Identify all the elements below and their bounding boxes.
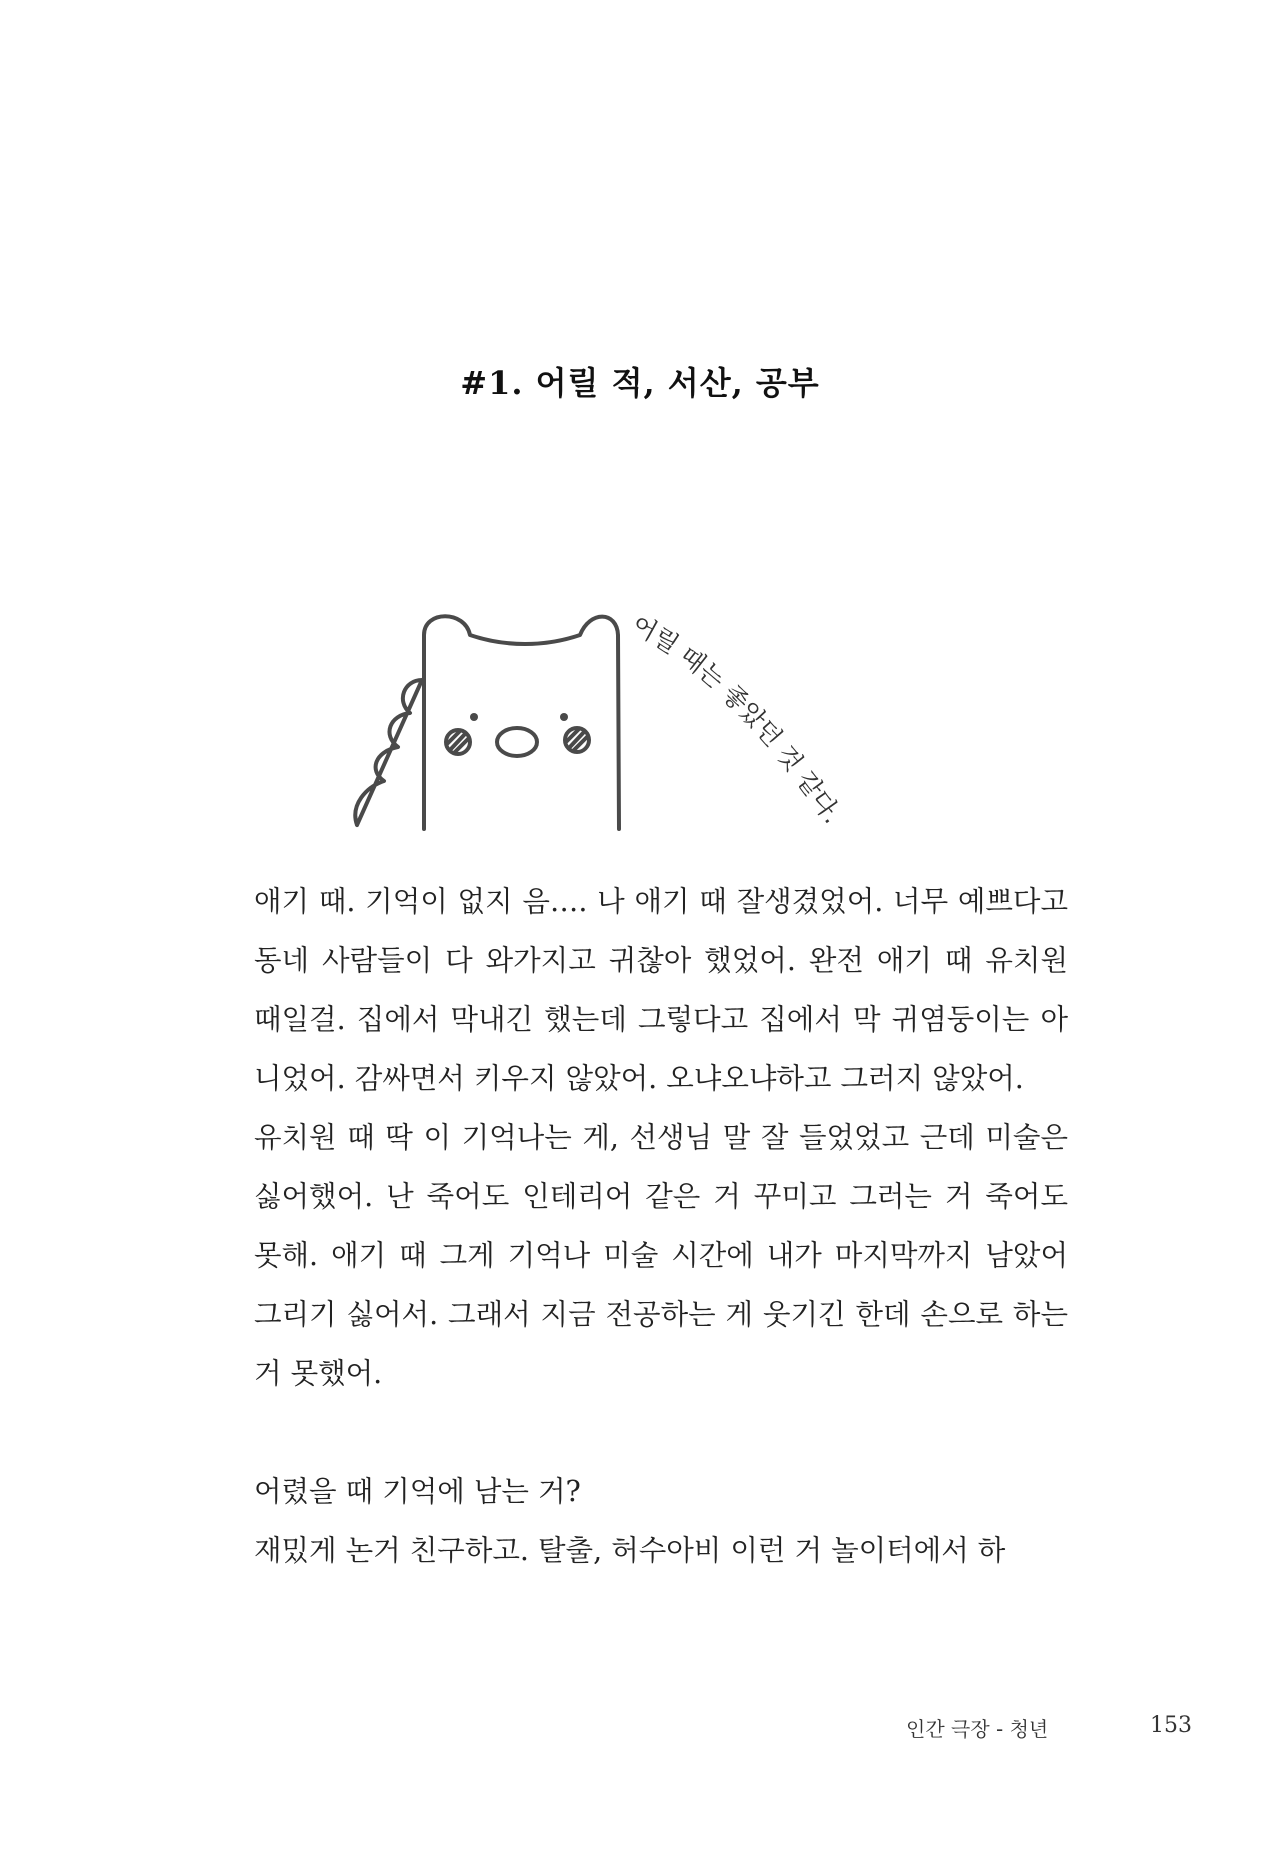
body-paragraph: 애기 때. 기억이 없지 음…. 나 애기 때 잘생겼었어. 너무 예쁘다고 동네 사람들이 다 와가지고 귀찮아 했었어. 완전 애기 때 유치원 때일걸. 집에서 막내긴 했는데 그렇다고 집에서 막 귀염둥이는 아니었어. 감싸면서 키우지 않았어. 오냐오냐하고 그러지 않았어. (254, 885, 1068, 1095)
running-footer-title: 인간 극장 - 청년 (906, 1717, 1049, 1741)
body-paragraph: 유치원 때 딱 이 기억나는 게, 선생님 말 잘 들었었고 근데 미술은 싫어했어. 난 죽어도 인테리어 같은 거 꾸미고 그러는 거 죽어도 못해. 애기 때 그게 기억나 미술 시간에 내가 마지막까지 남았어 그리기 싫어서. 그래서 지금 전공하는 게 웃기긴 한데 손으로 하는 거 못했어. (254, 1121, 1068, 1390)
interview-answer: 재밌게 논거 친구하고. 탈출, 허수아비 이런 거 놀이터에서 하 (254, 1534, 1006, 1567)
right-eye (560, 713, 568, 721)
illustration-caption: 어릴 때는 좋았던 것 같다. (627, 609, 848, 829)
bear-spikes (355, 680, 422, 825)
bear-body-outline (424, 616, 619, 829)
bear-character-icon (340, 605, 940, 845)
chapter-title: #1. 어릴 적, 서산, 공부 (460, 364, 820, 402)
left-eye (470, 713, 478, 721)
page-number: 153 (1150, 1713, 1192, 1738)
bear-mouth (497, 728, 537, 756)
body-text (254, 872, 1068, 1580)
interview-question: 어렸을 때 기억에 남는 거? (254, 1475, 581, 1508)
